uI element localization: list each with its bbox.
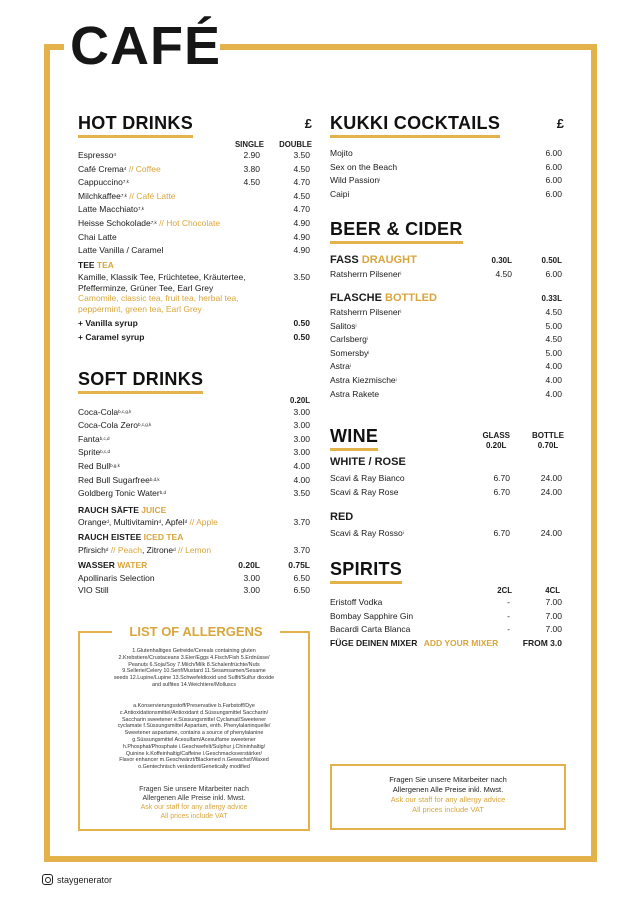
juice-line: Orange$^d$, Multivitamin$^d$, Apfel$^d$ // Apple 3.70 (78, 517, 310, 528)
red-wine-list (330, 527, 566, 541)
allergen-code: i (395, 376, 397, 382)
price: 3.50 (293, 488, 310, 499)
tee-line1: Kamille, Klassik Tee, Früchtetee, Kräutertee, 3.50 (78, 272, 310, 283)
hot-drinks-title: HOT DRINKS (78, 112, 193, 138)
price-large: 6.50 (293, 585, 310, 596)
price-small: 3.00 (243, 585, 260, 596)
item-name: Astra Rakete (330, 388, 380, 399)
allergen-code: b,c,d (100, 449, 110, 455)
item-name: Chai Latte (78, 231, 117, 242)
item-name: Eristoff Vodka (330, 596, 383, 607)
menu-item (330, 147, 566, 161)
allergen-code: 7,k (138, 206, 145, 212)
menu-item (330, 333, 566, 347)
menu-item (330, 174, 566, 188)
allergen-line: Saccharin sweetener e.Süssungsmittel Cyclamat/Sweetener (121, 716, 267, 723)
menu-item (330, 472, 566, 486)
white-rose-heading: WHITE / ROSE (330, 456, 406, 469)
instagram-link[interactable] (42, 874, 112, 885)
price: 6.00 (545, 175, 562, 186)
allergen-code: i (355, 322, 357, 328)
price-double: 4.50 (293, 190, 310, 201)
price-single: 2.90 (243, 150, 260, 160)
menu-item (78, 446, 314, 460)
menu-item (78, 433, 314, 447)
flasche-heading: FLASCHE BOTTLED 0.33L (330, 291, 562, 304)
mixer-row: FÜGE DEINEN MIXER ADD YOUR MIXER FROM 3.0 (330, 637, 562, 648)
price: 3.00 (293, 447, 310, 458)
price-small: - (507, 624, 510, 635)
price-double: 3.50 (293, 150, 310, 160)
allergen-line: o.Gentechnisch verändert/Genetically modified (138, 764, 250, 771)
price-double: 4.70 (293, 177, 310, 188)
instagram-handle: staygenerator (57, 874, 113, 885)
menu-item (330, 596, 566, 610)
allergen-code: i (349, 363, 351, 369)
price-glass: 6.70 (493, 528, 510, 539)
menu-item (78, 203, 314, 217)
price: 6.00 (545, 148, 562, 158)
menu-item (78, 163, 314, 177)
soft-drinks-header: 0.20L (290, 395, 310, 405)
red-heading: RED (330, 511, 354, 524)
tee-heading: TEE TEA (78, 259, 114, 270)
menu-item (330, 623, 566, 637)
price-small: - (507, 596, 510, 607)
right-column (330, 112, 566, 650)
menu-item (78, 572, 314, 584)
item-name: Astra (330, 361, 350, 372)
allergen-line: seeds 12.Lupine/Lupine 13.Schwefeldioxid und Sulfit/Sulfur dioxide (113, 675, 275, 682)
spirits-list (330, 596, 566, 637)
price-bottle: 24.00 (540, 473, 562, 484)
allergen-code: 4 (113, 152, 116, 157)
price: 6.00 (545, 161, 562, 172)
wine-col-glass: GLASS 0.20L (482, 431, 510, 451)
spirits-header: 2CL 4CL (497, 585, 560, 595)
item-name: Somersby (330, 347, 369, 358)
price: 6.00 (545, 188, 562, 199)
menu-item (78, 474, 314, 488)
price-bottle: 24.00 (540, 486, 562, 497)
item-name: Ratsherrn Pilsener (330, 306, 401, 317)
menu-item (78, 584, 314, 596)
menu-item (330, 486, 566, 500)
page-title: CAFÉ (70, 16, 221, 76)
price-small: - (507, 610, 510, 621)
price: 4.00 (545, 374, 562, 385)
allergen-code: i (400, 271, 402, 277)
allergen-line: cyclamate f.Süssungsmittel Aspartam, enth. Phenylalaninquelle/ (117, 723, 271, 730)
menu-item (78, 419, 314, 433)
menu-item (78, 231, 314, 245)
item-name: Scavi & Ray Rosso (330, 528, 403, 539)
item-name: Bacardi Carta Blanca (330, 624, 411, 635)
price-large: 7.00 (545, 624, 562, 635)
menu-item (78, 487, 314, 501)
price-bottle: 24.00 (540, 528, 562, 539)
menu-item (78, 217, 314, 231)
menu-item (78, 149, 314, 163)
allergen-list-letters (86, 703, 302, 771)
price-glass: 6.70 (493, 486, 510, 497)
price: 3.00 (293, 406, 310, 417)
price-large: 6.00 (545, 269, 562, 280)
item-name: Latte Macchiato (78, 204, 139, 215)
price-small: 3.00 (243, 573, 260, 584)
item-name: Mojito (330, 148, 353, 158)
menu-item (330, 306, 566, 320)
price: 4.50 (545, 334, 562, 345)
menu-item (330, 388, 566, 402)
vanilla-syrup: + Vanilla syrup 0.50 (78, 318, 310, 329)
allergen-code: 7,k (150, 219, 157, 225)
left-column (78, 112, 314, 596)
icetea-heading: RAUCH EISTEE ICED TEA (78, 532, 184, 543)
allergen-title: LIST OF ALLERGENS (129, 624, 263, 639)
item-name: Red Bull (78, 460, 111, 471)
water-heading: WASSER WATER 0.20L 0.75L (78, 559, 310, 570)
menu-item (330, 374, 566, 388)
allergen-code: i (400, 308, 402, 314)
allergen-line: Peanuts 6.Soja/Soy 7.Milch/Milk 8.Schalenfrüchte/Nuts (128, 661, 260, 668)
allergen-line: and sulfites 14.Weichtiere/Molluscs (151, 681, 237, 688)
beer-title: BEER & CIDER (330, 218, 463, 244)
price: 4.00 (293, 460, 310, 471)
allergen-line: Quinine k.Koffeinhaltig/Caffeine l.Geschmacksverstärker/ (125, 750, 263, 757)
fass-heading: FASS DRAUGHT 0.30L 0.50L (330, 254, 562, 267)
allergen-code: b,d (159, 490, 166, 496)
price: 4.00 (545, 361, 562, 372)
price-single: 4.50 (243, 177, 260, 188)
price-double: 4.90 (293, 217, 310, 228)
price: 5.00 (545, 347, 562, 358)
cocktail-list (330, 147, 566, 201)
price: 4.50 (545, 306, 562, 317)
allergen-code: 4 (123, 165, 127, 171)
price-large: 7.00 (545, 596, 562, 607)
juice-heading: RAUCH SÄFTE JUICE (78, 504, 167, 515)
price: 3.00 (293, 420, 310, 431)
menu-item (78, 406, 314, 420)
item-name: Latte Vanilla / Caramel (78, 245, 164, 256)
hot-drinks-header: SINGLE DOUBLE (234, 140, 312, 149)
item-name-en: // Hot Chocolate (156, 217, 221, 228)
allergen-code: b,c,g,k (118, 408, 132, 414)
price-double: 4.70 (293, 204, 310, 215)
instagram-icon (42, 874, 53, 885)
allergen-line: h.Phosphat/Phosphate i.Geschwefelt/Sulphur j.Chininhaltig/ (122, 743, 266, 750)
allergen-line: 2.Krebstiere/Crustaceans 3.Eier/Eggs 4.Fisch/Fish 5.Erdnüsse/ (118, 654, 270, 661)
item-name: VIO Still (78, 585, 109, 596)
allergen-code: i (379, 177, 381, 183)
tee-en-line2: peppermint, green tea, Earl Grey (78, 303, 202, 314)
allergen-code: b,c,g,k (138, 422, 152, 428)
price-double: 4.90 (293, 231, 310, 242)
item-name: Sprite (78, 447, 101, 458)
menu-item (78, 460, 314, 474)
item-name: Cappuccino (78, 177, 123, 188)
menu-item (330, 347, 566, 361)
tee-en-line1: Camomile, classic tea, fruit tea, herbal tea, (78, 293, 239, 304)
item-name: Caipi (330, 188, 350, 199)
item-name: Goldberg Tonic Water (78, 488, 160, 499)
allergen-line: c.Antioxidationsmittel/Antioxidant d.Süssungsmittel Saccharin/ (119, 709, 269, 716)
menu-item (78, 190, 314, 204)
price-large: 6.50 (293, 573, 310, 584)
price-single: 3.80 (243, 163, 260, 174)
item-name: Red Bull Sugarfree (78, 474, 150, 485)
allergen-list-numbers (86, 648, 302, 689)
white-wine-list (330, 472, 566, 499)
price: 4.00 (545, 388, 562, 399)
allergen-line: 9.Sellerie/Celery 10.Senf/Mustard 11.Sesamsamen/Sesame (122, 668, 266, 675)
price: 3.00 (293, 433, 310, 444)
price-double: 4.50 (293, 163, 310, 174)
item-name: Coca-Cola (78, 406, 119, 417)
soft-drinks-list (78, 406, 314, 501)
price: 5.00 (545, 320, 562, 331)
allergen-line: Sweetener aspartame, contains a source of phenylalanine (124, 730, 264, 737)
menu-item (78, 244, 314, 258)
cocktails-title: KUKKI COCKTAILS (330, 112, 500, 138)
draught-list (330, 268, 566, 282)
currency-icon: £ (556, 116, 564, 131)
icetea-line: Pfirsich$^d$ // Peach, Zitrone$^d$ // Lemon 3.70 (78, 544, 310, 555)
menu-item (330, 610, 566, 624)
item-name: Café Crema (78, 163, 124, 174)
item-name: Scavi & Ray Bianco (330, 473, 405, 484)
item-name: Ratsherrn Pilsener (330, 269, 401, 280)
price-glass: 6.70 (493, 473, 510, 484)
item-name: Milchkaffee (78, 190, 121, 201)
hot-drinks-list (78, 149, 314, 258)
wine-title: WINE (330, 425, 378, 451)
bottled-list (330, 306, 566, 401)
bottom-note: Fragen Sie unsere Mitarbeiter nach Allergenen Alle Preise inkl. Mwst. Ask our staff for any allergy advice All prices include VAT (389, 775, 507, 814)
item-name: Carlsberg (330, 334, 367, 345)
wine-col-bottle: BOTTLE 0.70L (532, 431, 564, 451)
allergen-code: b,g,k (110, 462, 120, 468)
tee-line2: Pfefferminze, Grüner Tee, Earl Grey (78, 282, 214, 293)
price-small: 4.50 (495, 269, 512, 280)
allergen-code: i (366, 336, 368, 342)
allergen-line: a.Konservierungsstoff/Preservative b.Farbstoff/Dye (133, 703, 255, 709)
item-name: Bombay Sapphire Gin (330, 610, 414, 621)
item-name: Sex on the Beach (330, 161, 398, 172)
allergen-line: g.Süssungsmittel Acesulfam/Acesulfame sweetener (132, 736, 256, 743)
item-name: Astra Kiezmische (330, 374, 396, 385)
soft-drinks-title: SOFT DRINKS (78, 368, 203, 394)
water-list (78, 572, 314, 596)
item-name-en: // Coffee (126, 163, 161, 174)
menu-item (78, 176, 314, 190)
allergen-code: i (368, 349, 370, 355)
menu-item (330, 527, 566, 541)
allergen-line: Flavor enhancer m.Geschwärzt/Blackened n.Gewachst/Waxed (119, 757, 269, 764)
allergen-code: 7,k (120, 192, 127, 198)
menu-item (330, 360, 566, 374)
menu-item (330, 268, 566, 282)
allergen-code: b,c,d (99, 435, 110, 441)
allergen-note: Fragen Sie unsere Mitarbeiter nach Allergenen Alle Preise inkl. Mwst. Ask our staff for any allergy advice All prices include VAT (139, 786, 249, 820)
menu-item (330, 161, 566, 175)
price-double: 4.90 (293, 245, 310, 256)
item-name: Salitos (330, 320, 356, 331)
item-name: Coca-Cola Zero (78, 420, 138, 431)
allergen-line: 1.Glutenhaltiges Getreide/Cereals containing gluten (132, 648, 256, 654)
item-name: Apollinaris Selection (78, 573, 155, 584)
caramel-syrup: + Caramel syrup 0.50 (78, 331, 310, 342)
item-name: Wild Passion (330, 175, 380, 186)
currency-icon: £ (304, 116, 312, 131)
item-name: Heisse Schokolade (78, 217, 151, 228)
price-large: 7.00 (545, 610, 562, 621)
item-name: Espresso (78, 150, 114, 160)
item-name-en: // Café Latte (126, 190, 176, 201)
menu-item (330, 320, 566, 334)
price: 4.00 (293, 474, 310, 485)
allergen-code: b,d,k (149, 476, 160, 482)
item-name: Fanta (78, 433, 100, 444)
item-name: Scavi & Ray Rose (330, 486, 399, 497)
spirits-title: SPIRITS (330, 558, 402, 584)
menu-item (330, 188, 566, 202)
allergen-code: 7,k (122, 179, 129, 185)
allergen-code: i (402, 530, 404, 536)
